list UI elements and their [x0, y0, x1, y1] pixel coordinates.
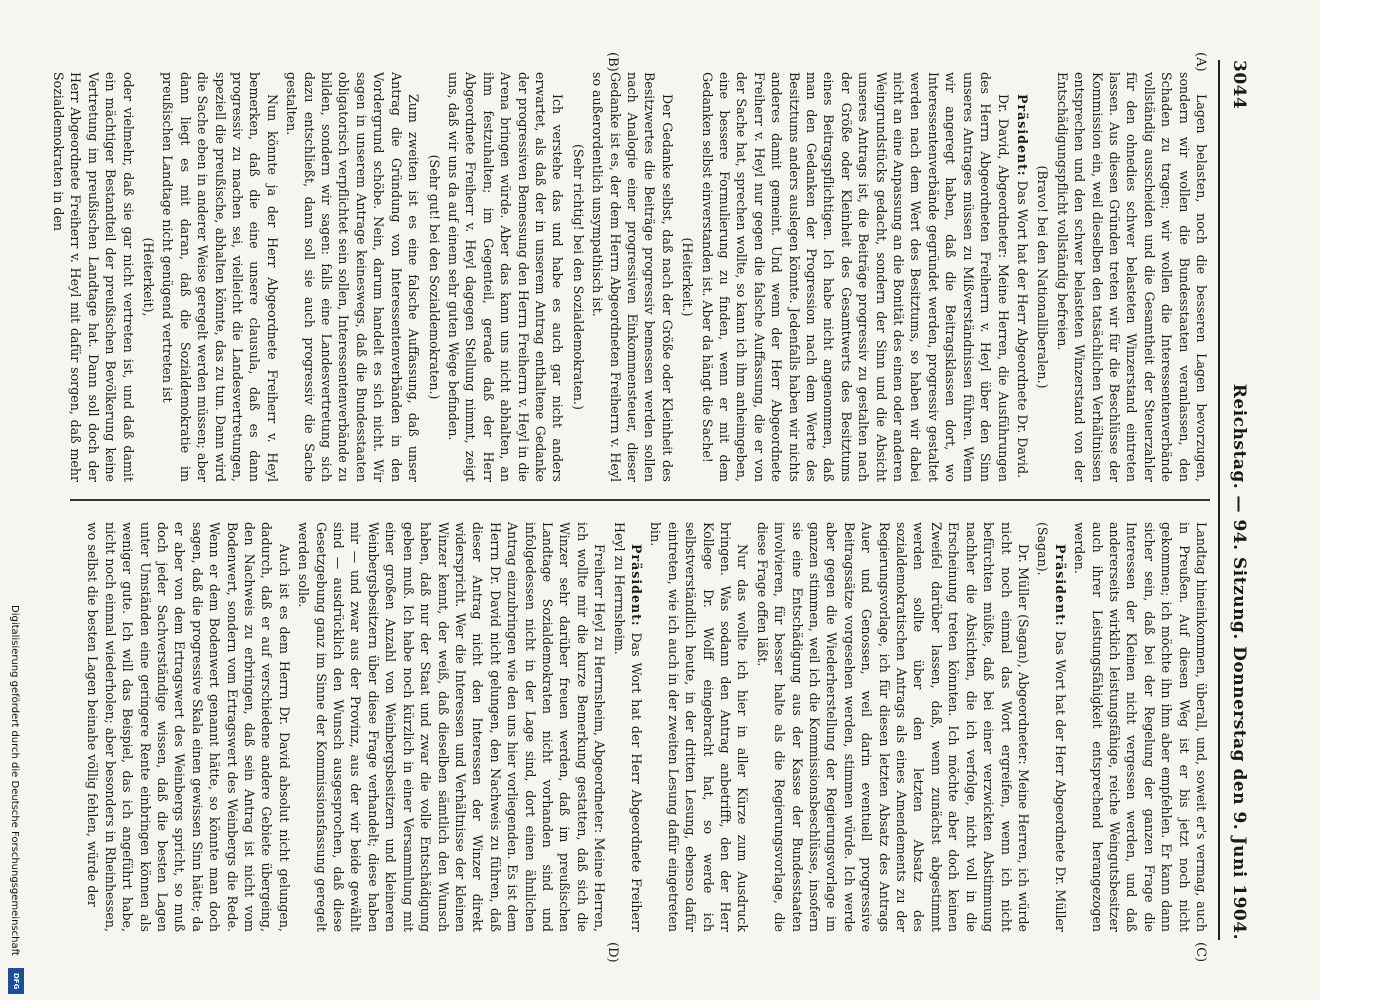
margin-mark: (B) [605, 52, 620, 72]
paragraph: Auch ist es dem Herrn Dr. David absolut nicht gelungen, dadurch, daß er auf verschiedene andere Gebiete übergeing, den Nachweis zu erbringen, daß sein Antrag ist nicht vom Bodenwert, sondern vom Ertragswert des Weinbergs die Rede. Wenn er dem Bodenwert genannt hätte, so könnte man doch sagen, daß die progressive Skala einen gewissen Sinn hätte; da er aber von dem Ertragswert des Weinbergs spricht, so muß doch jeder Sachverständige wissen, daß die besten Lagen unter Umständen eine geringere Rente einbringen können als weniger gute. Ich will das Beispiel, das ich angeführt habe, nicht noch einmal wiederholen; aber besonders in Rheinhessen, wo selbst die besten Lagen beinahe völlig fehlen, würde der [85, 522, 292, 932]
page-number: 3044 [1229, 60, 1249, 110]
margin-mark: (C) [1193, 942, 1208, 963]
credit-text: Digitalisierung gefördert durch die Deutsche Forschungsgemeinschaft [9, 605, 20, 956]
paragraph: Nur das wollte ich hier in aller Kürze zum Ausdruck bringen. Was sodann den Antrag anbetrifft, den der Herr Kollege Dr. Wolff eingebracht hat, so werde ich selbstverständlich heute, in der dritten Lesung, ebenso dafür eintreten, wie ich auch in der zweiten Lesung dafür eingetreten bin. [648, 522, 751, 932]
speaker-label: Präsident: [1052, 544, 1068, 627]
interjection: (Heiterkeit.) [680, 237, 696, 317]
paragraph: Landtag hineinkommen, überall, und, soweit er's vermag, auch in Preußen. Auf diesen Weg ist er bis jetzt noch nicht gekommen; ich möchte ihn ihm aber empfehlen. Er kann dann sicher sein, daß bei der Regelung der ganzen Frage die Interessen der Kleinen nicht vergessen werden, und daß andererseits wirklich leistungsfähige, reiche Weingutsbesitzer auch ihrer Leistungsfähigkeit entsprechend herangezogen werden. [1072, 522, 1209, 932]
speaker-announcement [1034, 522, 1069, 932]
paragraph: Lagen belasten, noch die besseren Lagen bevorzugen, sondern wir wollen die Bundesstaaten veranlassen, den Schaden zu tragen; wir wollen die Interessentenverbände vollständig ausscheiden und die Gesamtheit der Steuerzahler für den ohnedies schwer belasteten Winzerstand eintreten lassen. Aus diesen Gründen treten wir für die Beschlüsse der Kommission ein, weil dieselben den tatsächlichen Verhältnissen entsprechen und den schwer belasteten Winzerstand von der Entschädigungspflicht vollständig befreien. [1054, 72, 1209, 482]
digitization-credit [6, 0, 26, 1000]
header-rule [1218, 60, 1220, 940]
speaker-label: Präsident: [629, 544, 644, 627]
running-title: Reichstag. — 94. Sitzung. Donnerstag den 9. Juni 1904. [1229, 383, 1249, 940]
speaker-text: Das Wort hat der Herr Abgeordnete Dr. David. [1014, 180, 1030, 479]
paragraph: Dr. Müller (Sagan), Abgeordneter: Meine Herren, ich würde nicht noch einmal das Wort ergreifen, wenn ich nicht befürchten müßte, daß bei einer verzwickten Abstimmung nachher die Absichten, die ich verfolge, nicht voll in die Erscheinung treten könnten. Ich möchte aber doch keinen Zweifel darüber lassen, daß, wenn zunächst abgestimmt werden sollte über den letzten Absatz des sozialdemokratischen Antrags als eines Amendements zu der Regierungsvorlage, ich für diesen letzten Absatz des Antrags Auer und Genossen, weil darin eventuell progressive Beitragssätze vorgesehen werden, stimmen würde. Ich werde aber gegen die Wiederherstellung der Regierungsvorlage im ganzen stimmen, weil ich die Kommissionsbeschlüsse, insofern sie eine Entschädigung aus der Kasse der Bundesstaaten involvieren, für besser halte als die Regierungsvorlage, die diese Frage offen läßt. [754, 522, 1031, 932]
paragraph: Ich verstehe das und habe es auch gar nicht anders erwartet, als daß der in unserem Antrag enthaltene Gedanke der progressiven Bemessung den Herrn Freiherrn v. Heyl in die Arena bringen würde. Aber das kann uns nicht abhalten, an ihm festzuhalten; im Gegenteil, gerade daß der Herr Abgeordnete Freiherr v. Heyl dagegen Stellung nimmt, zeigt uns, daß wir uns da auf einem sehr guten Wege befinden. [445, 72, 566, 482]
margin-mark: (A) [1193, 52, 1208, 72]
interjection: (Heiterkeit), [141, 237, 157, 317]
paragraph: Der Gedanke selbst, daß nach der Größe oder Kleinheit des Besitzwertes die Beiträge progressiv bemessen werden sollen nach Analogie einer progressiven Einkommensteuer, dieser Gedanke ist es, der dem Herrn Abgeordneten Freiherrn v. Heyl so außerordentlich unsympathisch ist. [590, 72, 675, 482]
column-divider [70, 499, 1210, 501]
margin-mark: (D) [605, 942, 620, 963]
speaker-label: Präsident: [1014, 94, 1030, 177]
interjection: (Sehr gut! bei den Sozialdemokraten.) [426, 154, 442, 400]
page-header [1224, 60, 1254, 940]
paragraph: Freiherr Heyl zu Herrnsheim, Abgeordneter: Meine Herren, ich wollte mir die kurze Bemerkung gestatten, daß sich die Winzer sehr darüber freuen werden, daß im preußischen Landtage Sozialdemokraten nicht vorhanden sind und infolgedessen nicht in der Lage sind, dort einen ähnlichen Antrag einzubringen wie den uns hier vorliegenden. Es ist dem Herrn Dr. David nicht gelungen, den Nachweis zu führen, daß dieser Antrag nicht den Interessen der Winzer direkt widerspricht. Wer die Interessen und Verhältnisse der kleinen Winzer kennt, der weiß, daß dieselben sämtlich den Wunsch haben, daß nur der Staat und zwar die volle Entschädigung geben muß. Ich habe noch kürzlich in einer Versammlung mit einer großen Anzahl von Weinbergsbesitzern und kleineren Weinbergsbesitzern über diese Frage verhandelt; diese haben mir — und zwar aus der Provinz, aus der wir beide gewählt sind — ausdrücklich den Wunsch ausgesprochen, daß diese Gesetzgebung ganz im Sinne der Kommissionsfassung geregelt werden solle. [296, 522, 608, 932]
speaker-text: Das Wort hat der Herr Abgeordnete Freiherr Heyl zu Herrnsheim. [611, 522, 644, 932]
left-text-column [51, 72, 1210, 482]
speaker-announcement [1014, 72, 1031, 482]
interjection: (Sehr richtig! bei den Sozialdemokraten.) [570, 144, 586, 410]
dfg-logo-icon: DFG [8, 968, 24, 994]
paragraph: oder vielmehr, daß sie gar nicht vertreten ist, und daß damit ein mächtiger Bestandteil der preußischen Bevölkerung keine Vertretung im preußischen Landtage hat. Dann soll doch der Herr Abgeordnete Freiherr v. Heyl mit dafür sorgen, daß mehr Sozialdemokraten in den [51, 72, 136, 482]
paragraph: Dr. David, Abgeordneter: Meine Herren, die Ausführungen des Herrn Abgeordneten Freiherrn v. Heyl über den Sinn unseres Antrages müssen zu Mißverständnissen führen. Wenn wir angeregt haben, daß die Beitragsklassen dort, wo Interessentenverbände gegründet werden, progressiv gestaltet werden nach dem Wert des Besitztums, so haben wir dabei nicht an eine Anpassung an die Bonität des einen oder anderen Weingrundstücks gedacht, sondern der Sinn und die Absicht unseres Antrags ist, die Beiträge progressiv zu gestalten nach der Größe oder Kleinheit des Gesamtwerts des Besitztums eines Beitragspflichtigen. Ich habe nicht angenommen, daß man den Gedanken der Progression nach dem Werte des Besitztums anders auslegen könnte. Jedenfalls haben wir nichts anderes damit gemeint. Und wenn der Herr Abgeordnete Freiherr v. Heyl nur gegen die falsche Auffassung, die er von der Sache hat, sprechen wollte, so kann ich ihm anheimgeben, eine bessere Formulierung zu finden, wenn er mit dem Gedanken selbst einverstanden ist. Aber da hängt die Sache! [699, 72, 1011, 482]
right-text-column [70, 522, 1210, 932]
paragraph: Nun könnte ja der Herr Abgeordnete Freiherr v. Heyl bemerken, daß die eine unsere clausula, daß es dann progressiv zu machen sei, vielleicht die Landesvertretungen, speziell die preußische, abhalten könnte, das zu tun. Dann wird die Sache eben in anderer Weise geregelt werden müssen; aber dann liegt es mit daran, daß die Sozialdemokratie im preußischen Landtage nicht genügend vertreten ist [160, 72, 280, 482]
paragraph: Zum zweiten ist es eine falsche Auffassung, daß unser Antrag die Gründung von Interessentenverbänden in den Vordergrund schöbe. Nein, darum handelt es sich nicht. Wir sagen in unserem Antrage keineswegs, daß die Bundesstaaten obligatorisch verpflichtet sein sollen, Interessentenverbände zu bilden, sondern wir sagen: falls eine Landesvertretung sich dazu entschließt, dann soll sie auch progressiv die Sache gestalten. [284, 72, 422, 482]
speaker-announcement [610, 522, 645, 932]
interjection: (Bravo! bei den Nationalliberalen.) [1035, 165, 1051, 389]
speaker-text: Das Wort hat der Herr Abgeordnete Dr. Müller (Sagan). [1035, 522, 1068, 932]
